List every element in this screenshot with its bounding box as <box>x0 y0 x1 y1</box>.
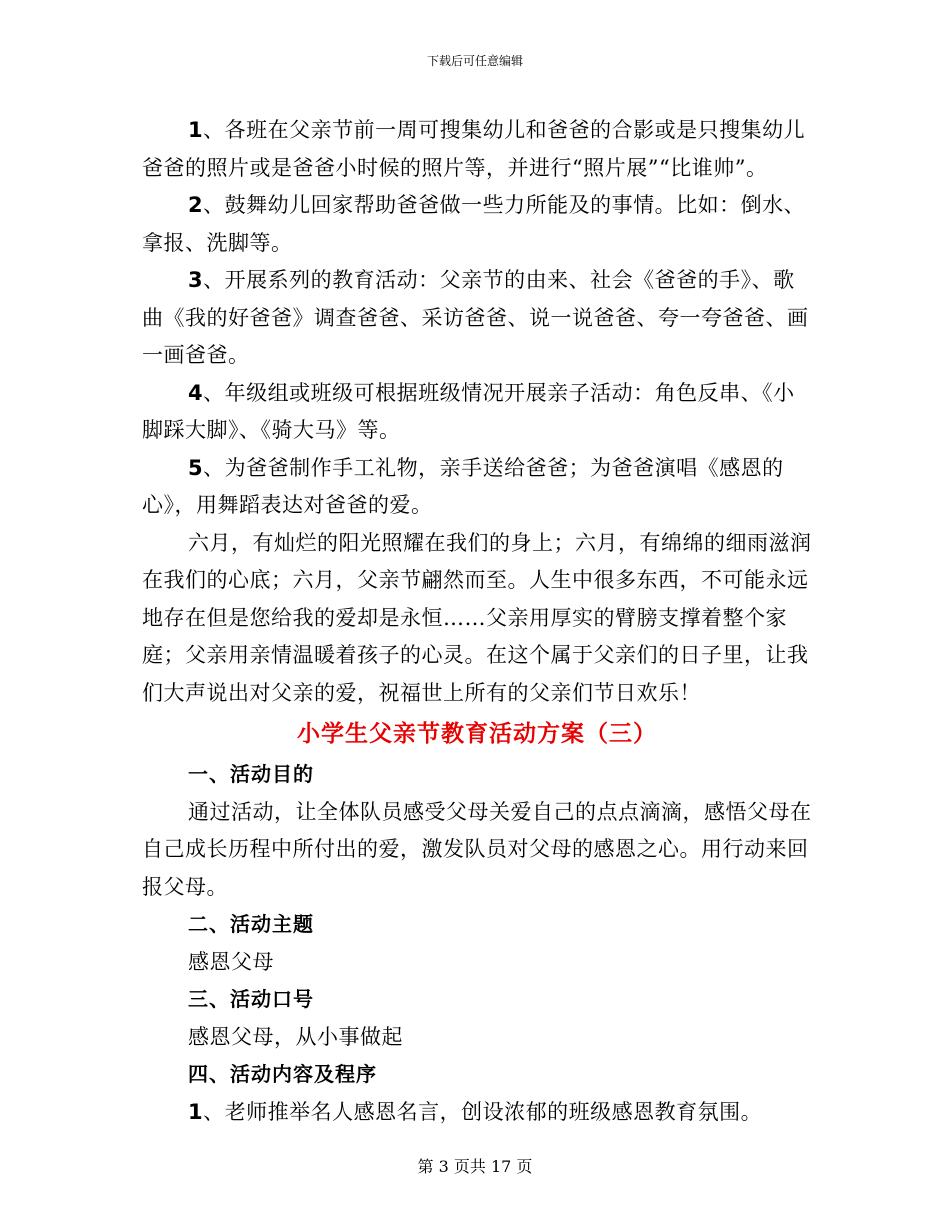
slogan-heading: 三、活动口号 <box>188 987 314 1011</box>
item-text: 、各班在父亲节前一周可搜集幼儿和爸爸的合影或是只搜集幼儿爸爸的照片或是爸爸小时候的照片等，并进行“照片展”“比谁帅”。 <box>142 118 806 180</box>
theme-text: 感恩父母 <box>188 949 274 974</box>
list-item-1 <box>142 112 812 187</box>
document-body <box>142 112 812 1131</box>
theme-heading: 二、活动主题 <box>188 912 314 936</box>
item-text: 、鼓舞幼儿回家帮助爸爸做一些力所能及的事情。比如：倒水、拿报、洗脚等。 <box>142 193 806 255</box>
content-item-1 <box>142 1094 812 1132</box>
item-text: 、开展系列的教育活动：父亲节的由来、社会《爸爸的手》、歌曲《我的好爸爸》调查爸爸、采访爸爸、说一说爸爸、夸一夸爸爸、画一画爸爸。 <box>142 268 809 367</box>
goal-text: 通过活动，让全体队员感受父母关爱自己的点点滴滴，感悟父母在自己成长历程中所付出的爱，激发队员对父母的感恩之心。用行动来回报父母。 <box>142 799 812 899</box>
list-item-2 <box>142 187 812 262</box>
slogan-text: 感恩父母，从小事做起 <box>188 1024 403 1049</box>
item-number: 1 <box>188 118 204 142</box>
list-item-5 <box>142 450 812 525</box>
list-item-4 <box>142 375 812 450</box>
item-number: 3 <box>188 268 204 292</box>
section-title: 小学生父亲节教育活动方案（三） <box>297 721 657 747</box>
item-text: 、老师推举名人感恩名言，创设浓郁的班级感恩教育氛围。 <box>203 1099 763 1124</box>
item-number: 1 <box>188 1099 204 1124</box>
page-footer: 第 3 页共 17 页 <box>417 1157 533 1176</box>
item-number: 4 <box>188 380 204 405</box>
item-number: 2 <box>188 193 204 217</box>
list-item-3 <box>142 262 812 375</box>
goal-heading: 一、活动目的 <box>188 762 314 786</box>
item-text: 、年级组或班级可根据班级情况开展亲子活动：角色反串、《小脚踩大脚》、《骑大马》等。 <box>142 380 795 442</box>
content-heading: 四、活动内容及程序 <box>188 1062 377 1086</box>
item-text: 、为爸爸制作手工礼物，亲手送给爸爸；为爸爸演唱《感恩的心》，用舞蹈表达对爸爸的爱。 <box>142 455 784 517</box>
item-number: 5 <box>188 455 204 480</box>
closing-paragraph: 六月，有灿烂的阳光照耀在我们的身上；六月，有绵绵的细雨滋润在我们的心底；六月，父亲节翩然而至。人生中很多东西，不可能永远地存在但是您给我的爱却是永恒……父亲用厚实的臂膀支撑着整个家庭；父亲用亲情温暖着孩子的心灵。在这个属于父亲们的日子里，让我们大声说出对父亲的爱，祝福世上所有的父亲们节日欢乐！ <box>142 530 812 705</box>
page-header: 下载后可任意编辑 <box>426 54 523 68</box>
